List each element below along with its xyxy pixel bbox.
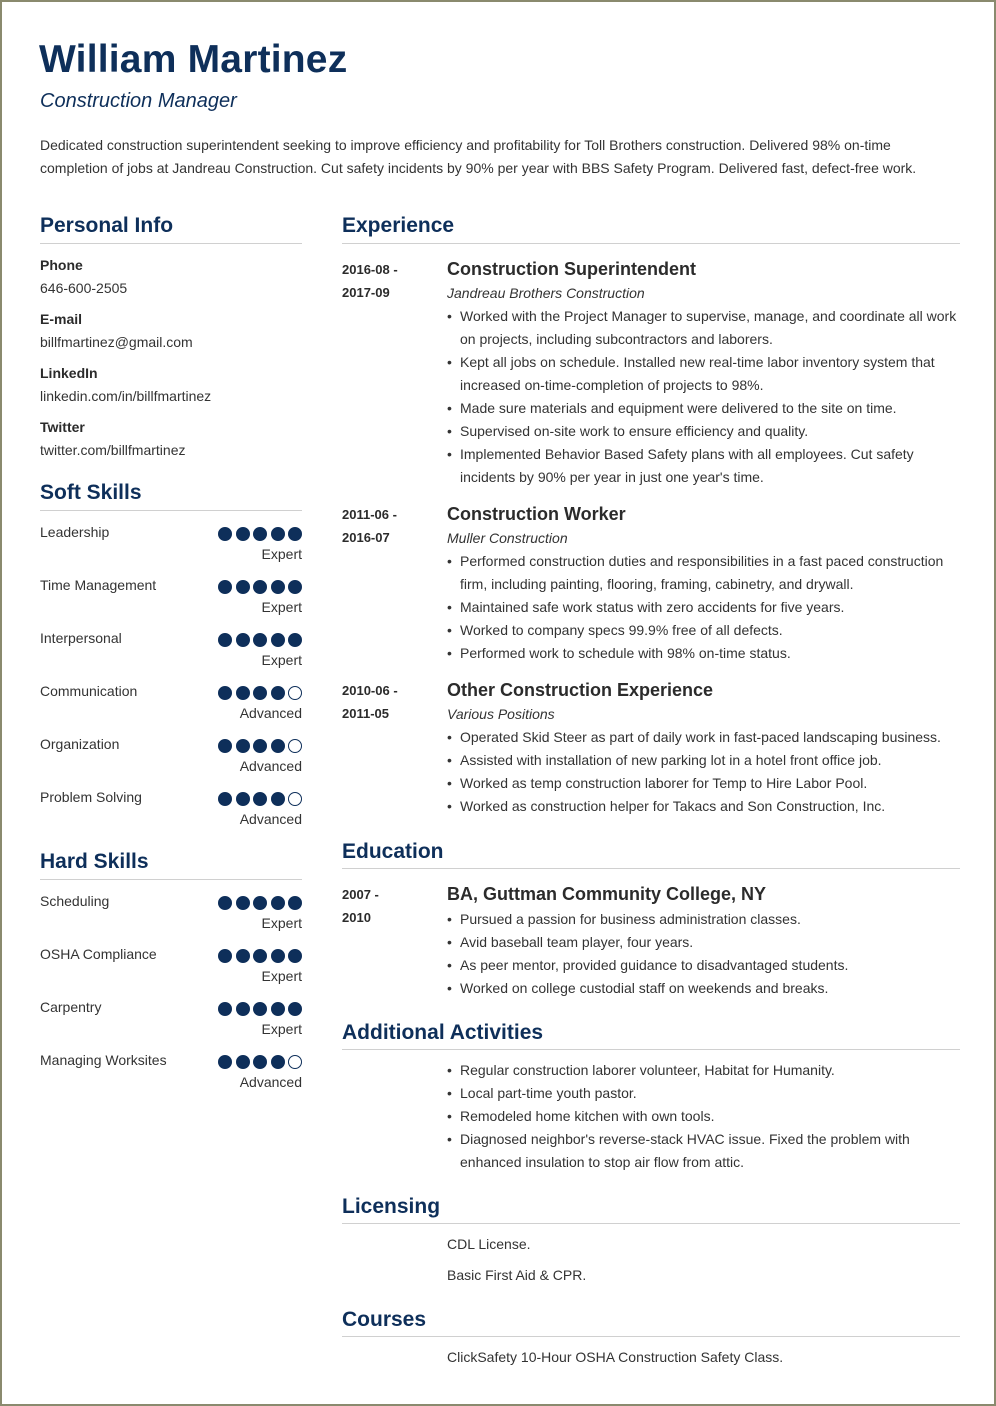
skill-rating [218,1002,302,1016]
rating-dot-filled [288,633,302,647]
rating-dot-filled [236,739,250,753]
rating-dot-filled [271,580,285,594]
job-company: Various Positions [447,706,555,722]
personal-info-heading: Personal Info [40,214,174,237]
info-label-twitter: Twitter [40,419,85,435]
skill-row [40,733,302,786]
skill-rating [218,527,302,541]
job-bullets [447,726,962,818]
info-label-phone: Phone [40,257,83,273]
candidate-title: Construction Manager [40,90,237,112]
skill-row [40,890,302,943]
hard-skills-heading: Hard Skills [40,850,149,873]
rating-dot-filled [271,949,285,963]
rating-dot-filled [218,949,232,963]
rating-dot-filled [253,1055,267,1069]
skill-name: Managing Worksites [40,1052,167,1068]
rating-dot-filled [253,739,267,753]
bullet-item: • Supervised on-site work to ensure efficiency and quality. [447,420,962,443]
bullet-item: • Performed construction duties and responsibilities in a fast paced construction firm, including painting, flooring, framing, cabinetry, and drywall. [447,550,962,596]
rating-dot-filled [288,896,302,910]
skill-row [40,627,302,680]
rating-dot-filled [253,896,267,910]
skill-level: Expert [261,915,302,931]
date-start: 2011-06 - [342,507,397,522]
hard-skills-list [40,890,302,1102]
skill-row [40,1049,302,1102]
bullet-item: • Worked on college custodial staff on weekends and breaks. [447,977,962,1000]
rating-dot-filled [218,896,232,910]
rating-dot-filled [253,949,267,963]
courses-heading: Courses [342,1308,427,1331]
activities-heading: Additional Activities [342,1021,544,1044]
rating-dot-filled [271,1055,285,1069]
skill-level: Expert [261,1021,302,1037]
rating-dot-empty [288,792,302,806]
skill-row [40,786,302,839]
divider [40,510,302,511]
skill-rating [218,739,302,753]
skill-level: Expert [261,652,302,668]
skill-rating [218,580,302,594]
education-heading: Education [342,840,444,863]
bullet-item: • Assisted with installation of new parking lot in a hotel front office job. [447,749,962,772]
bullet-item: • Maintained safe work status with zero accidents for five years. [447,596,962,619]
info-label-email: E-mail [40,311,83,327]
bullet-item: • Kept all jobs on schedule. Installed new real-time labor inventory system that increased on-time-completion of projects to 98%. [447,351,962,397]
skill-name: Carpentry [40,999,102,1015]
personal-info-list [40,254,302,470]
rating-dot-filled [253,792,267,806]
skill-rating [218,792,302,806]
date-end: 2011-05 [342,706,389,721]
rating-dot-filled [271,527,285,541]
skill-rating [218,1055,302,1069]
skill-row [40,943,302,996]
job-dates [342,679,432,725]
degree-title: BA, Guttman Community College, NY [447,884,767,904]
skill-rating [218,896,302,910]
bullet-item: • Diagnosed neighbor's reverse-stack HVAC issue. Fixed the problem with enhanced insulation to stop air flow from attic. [447,1128,962,1174]
rating-dot-filled [271,633,285,647]
rating-dot-filled [288,580,302,594]
experience-heading: Experience [342,214,455,237]
bullet-item: • Worked as temp construction laborer for Temp to Hire Labor Pool. [447,772,962,795]
skill-rating [218,633,302,647]
skill-name: Communication [40,683,138,699]
divider [342,1049,960,1050]
info-label-linkedin: LinkedIn [40,365,98,381]
license-item: Basic First Aid & CPR. [447,1267,587,1283]
bullet-item: • Worked with the Project Manager to supervise, manage, and coordinate all work on projects, including subcontractors and laborers. [447,305,962,351]
soft-skills-list [40,521,302,839]
rating-dot-filled [253,686,267,700]
skill-rating [218,686,302,700]
licensing-heading: Licensing [342,1195,441,1218]
rating-dot-filled [218,633,232,647]
bullet-item: • Implemented Behavior Based Safety plans with all employees. Cut safety incidents by 90% per year in just one year's time. [447,443,962,489]
date-end: 2010 [342,910,371,925]
skill-name: Organization [40,736,120,752]
divider [342,1223,960,1224]
rating-dot-filled [271,1002,285,1016]
date-end: 2016-07 [342,530,390,545]
skill-row [40,996,302,1049]
job-title: Construction Worker [447,504,626,524]
bullet-item: • Avid baseball team player, four years. [447,931,962,954]
rating-dot-filled [236,1002,250,1016]
skill-level: Expert [261,599,302,615]
candidate-name: William Martinez [39,38,348,81]
bullet-item: • Regular construction laborer volunteer, Habitat for Humanity. [447,1059,962,1082]
rating-dot-filled [253,527,267,541]
date-start: 2016-08 - [342,262,398,277]
job-bullets [447,550,962,665]
rating-dot-filled [288,949,302,963]
rating-dot-filled [236,633,250,647]
rating-dot-filled [236,792,250,806]
rating-dot-filled [218,1055,232,1069]
date-end: 2017-09 [342,285,390,300]
bullet-item: • Operated Skid Steer as part of daily work in fast-paced landscaping business. [447,726,962,749]
rating-dot-filled [271,739,285,753]
rating-dot-filled [253,580,267,594]
profile-summary: Dedicated construction superintendent seeking to improve efficiency and profitability for Toll Brothers construction. Delivered 98% on-time completion of jobs at Jandreau Construction. Cut safety incidents by 90% per year with BBS Safety Program. Delivered fast, defect-free work. [40,137,917,176]
skill-name: Interpersonal [40,630,122,646]
skill-level: Advanced [239,705,302,721]
soft-skills-heading: Soft Skills [40,481,142,504]
job-company: Jandreau Brothers Construction [447,285,645,301]
skill-name: Problem Solving [40,789,142,805]
info-value-phone: 646-600-2505 [40,280,128,296]
rating-dot-filled [271,792,285,806]
rating-dot-filled [253,633,267,647]
bullet-item: • As peer mentor, provided guidance to disadvantaged students. [447,954,962,977]
bullet-item: • Local part-time youth pastor. [447,1082,962,1105]
skill-row [40,521,302,574]
rating-dot-filled [218,739,232,753]
rating-dot-filled [218,580,232,594]
course-item: ClickSafety 10-Hour OSHA Construction Safety Class. [447,1349,784,1365]
rating-dot-empty [288,1055,302,1069]
activities-bullets [447,1059,962,1174]
skill-level: Advanced [239,811,302,827]
rating-dot-filled [253,1002,267,1016]
job-bullets [447,305,962,489]
skill-row [40,574,302,627]
skill-name: Scheduling [40,893,110,909]
divider [342,243,960,244]
skill-name: Time Management [40,577,157,593]
rating-dot-empty [288,739,302,753]
skill-level: Expert [261,968,302,984]
skill-level: Expert [261,546,302,562]
rating-dot-filled [288,1002,302,1016]
rating-dot-filled [271,896,285,910]
skill-row [40,680,302,733]
bullet-item: • Made sure materials and equipment were delivered to the site on time. [447,397,962,420]
rating-dot-filled [271,686,285,700]
rating-dot-filled [288,527,302,541]
bullet-item: • Remodeled home kitchen with own tools. [447,1105,962,1128]
rating-dot-filled [236,1055,250,1069]
info-value-twitter: twitter.com/billfmartinez [40,442,186,458]
rating-dot-filled [218,686,232,700]
rating-dot-filled [218,1002,232,1016]
divider [342,868,960,869]
education-dates [342,883,432,929]
education-bullets [447,908,962,1000]
divider [40,879,302,880]
skill-name: OSHA Compliance [40,946,157,962]
rating-dot-filled [236,527,250,541]
rating-dot-filled [236,896,250,910]
skill-level: Advanced [239,1074,302,1090]
skill-rating [218,949,302,963]
bullet-item: • Worked to company specs 99.9% free of all defects. [447,619,962,642]
rating-dot-filled [236,949,250,963]
job-dates [342,503,432,549]
license-item: CDL License. [447,1236,531,1252]
info-value-email: billfmartinez@gmail.com [40,334,193,350]
bullet-item: • Worked as construction helper for Takacs and Son Construction, Inc. [447,795,962,818]
info-value-linkedin: linkedin.com/in/billfmartinez [40,388,212,404]
date-start: 2007 - [342,887,379,902]
skill-level: Advanced [239,758,302,774]
rating-dot-empty [288,686,302,700]
divider [40,243,302,244]
divider [342,1336,960,1337]
job-company: Muller Construction [447,530,568,546]
job-dates [342,258,432,304]
rating-dot-filled [218,527,232,541]
rating-dot-filled [236,580,250,594]
rating-dot-filled [218,792,232,806]
job-title: Other Construction Experience [447,680,714,700]
job-title: Construction Superintendent [447,259,696,279]
skill-name: Leadership [40,524,110,540]
rating-dot-filled [236,686,250,700]
date-start: 2010-06 - [342,683,398,698]
bullet-item: • Pursued a passion for business administration classes. [447,908,962,931]
bullet-item: • Performed work to schedule with 98% on-time status. [447,642,962,665]
